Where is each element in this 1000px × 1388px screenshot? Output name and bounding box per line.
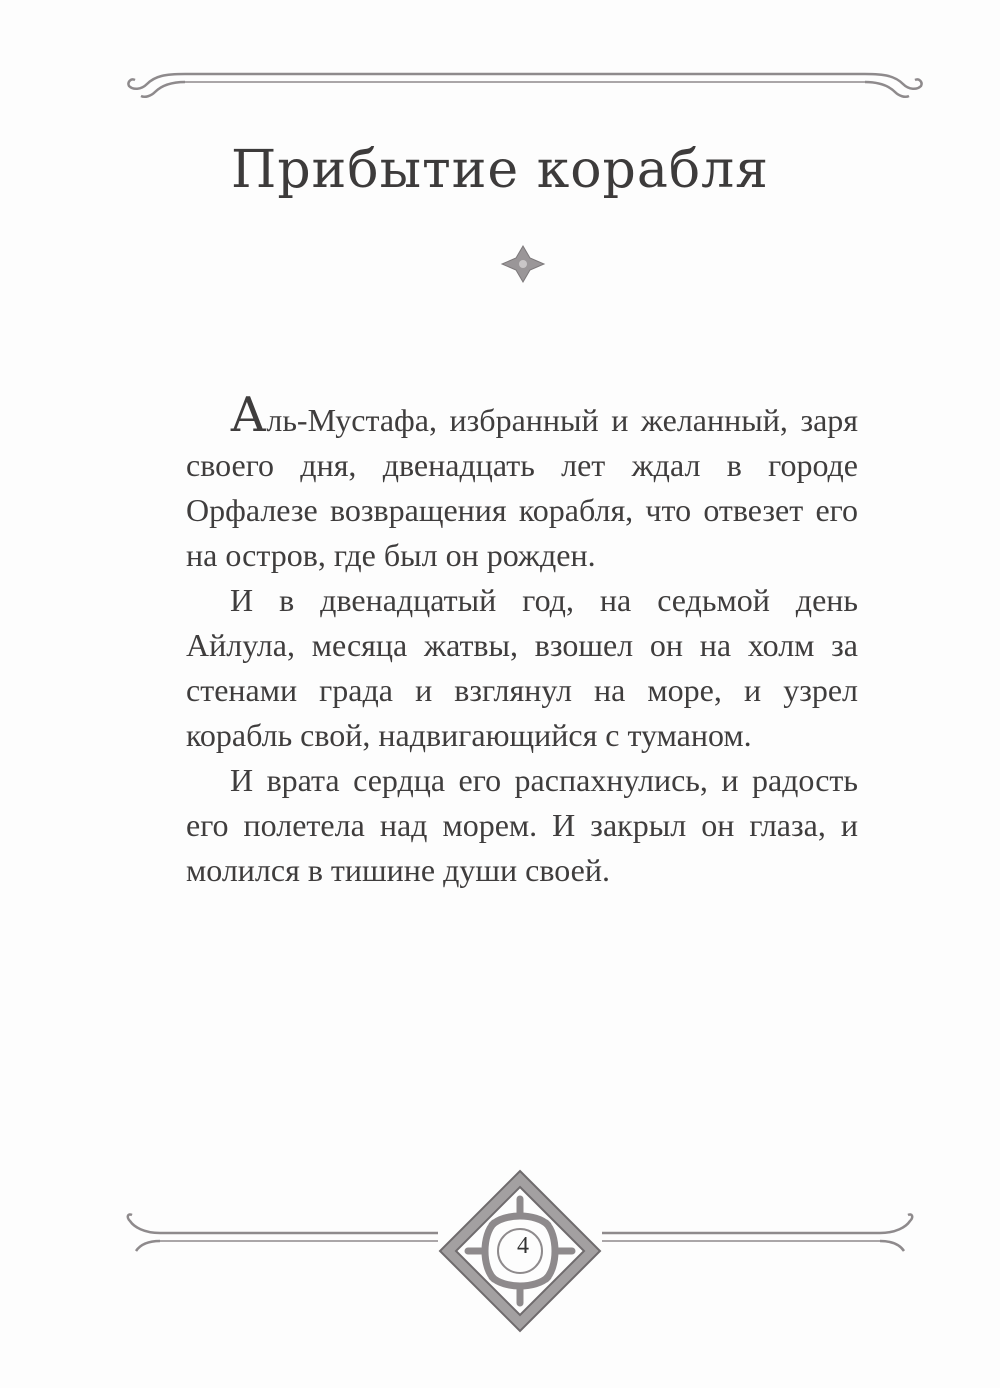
- top-border-ornament: [125, 62, 925, 104]
- chapter-body: [186, 387, 858, 893]
- chapter-title: Прибытие корабля: [231, 140, 769, 200]
- paragraph-3: И врата сердца его распахнулись, и радость его полетела над морем. И закрыл он глаза, и молился в тишине души своей.: [186, 762, 858, 888]
- paragraph-1-text: ль-Мустафа, избранный и желанный, заря своего дня, двенадцать лет ждал в городе Орфалезе возвращения корабля, что отвезет его на остров, где был он рожден.: [186, 402, 858, 573]
- page-number: 4: [517, 1233, 529, 1259]
- diamond-ornament-icon: [500, 244, 546, 284]
- paragraph-1: [186, 387, 858, 578]
- paragraph-2: И в двенадцатый год, на седьмой день Айлула, месяца жатвы, взошел он на холм за стенами града и взглянул на море, и узрел корабль свой, надвигающийся с туманом.: [186, 582, 858, 753]
- drop-cap: А: [230, 387, 267, 443]
